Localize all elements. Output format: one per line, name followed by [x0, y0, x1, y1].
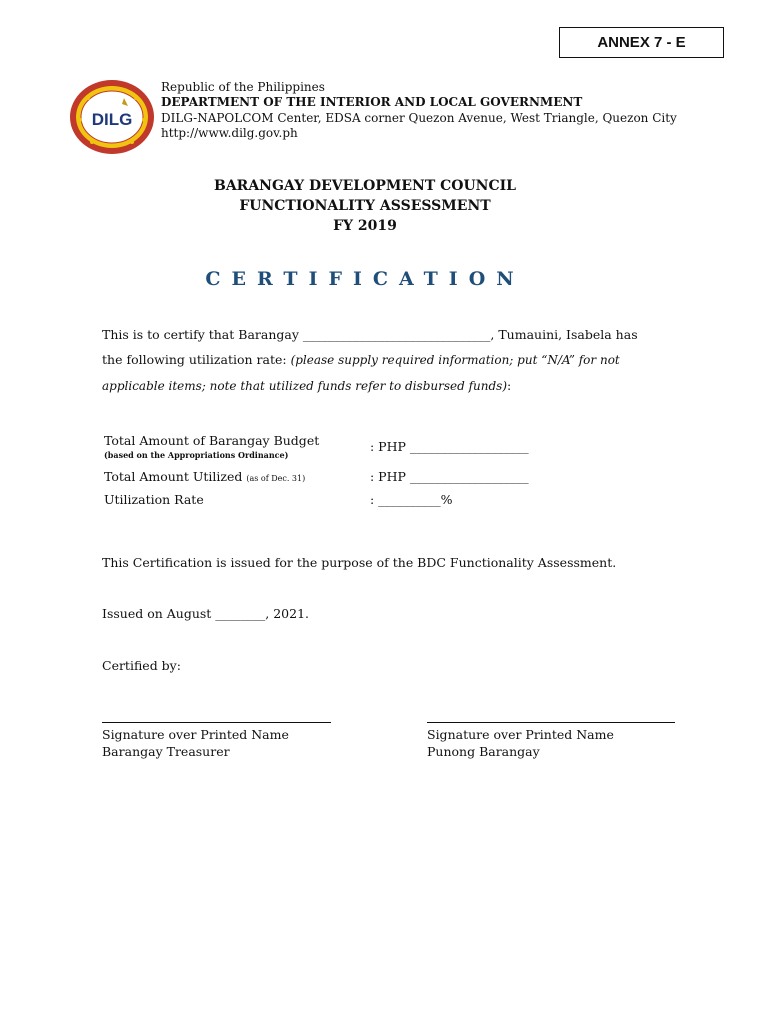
utilized-value-field: : PHP ___________________: [370, 469, 529, 484]
body-line-1-start: This is to certify that Barangay: [102, 327, 303, 342]
header-republic: Republic of the Philippines: [161, 80, 325, 94]
punong-barangay-signature-line: [427, 722, 675, 723]
budget-sublabel: (based on the Appropriations Ordinance): [104, 450, 289, 460]
header-website: http://www.dilg.gov.ph: [161, 126, 298, 140]
utilized-label: [104, 469, 305, 484]
seal-text: DILG: [91, 110, 133, 129]
certified-by-label: Certified by:: [102, 658, 181, 673]
purpose-text: This Certification is issued for the purpose of the BDC Functionality Assessment.: [102, 555, 617, 570]
title-line-3: FY 2019: [333, 218, 397, 234]
body-line-3-end: :: [507, 378, 512, 393]
treasurer-role: Barangay Treasurer: [102, 744, 230, 759]
budget-label: Total Amount of Barangay Budget: [104, 433, 320, 448]
body-line-3: [102, 378, 511, 393]
header-address: DILG-NAPOLCOM Center, EDSA corner Quezon Avenue, West Triangle, Quezon City: [161, 111, 677, 125]
utilization-rate-field: : __________%: [370, 492, 453, 507]
utilization-rate-label: Utilization Rate: [104, 492, 204, 507]
barangay-blank: ______________________________: [302, 327, 491, 342]
punong-barangay-signature-caption: Signature over Printed Name: [427, 727, 614, 742]
title-line-2: FUNCTIONALITY ASSESSMENT: [239, 198, 491, 214]
header-department: DEPARTMENT OF THE INTERIOR AND LOCAL GOVERNMENT: [161, 95, 583, 109]
body-line-2-start: the following utilization rate:: [102, 352, 291, 367]
body-line-1: [102, 327, 638, 342]
budget-value-field: : PHP ___________________: [370, 439, 529, 454]
utilized-label-text: Total Amount Utilized: [104, 469, 247, 484]
body-line-1-end: , Tumauini, Isabela has: [490, 327, 638, 342]
punong-barangay-role: Punong Barangay: [427, 744, 540, 759]
issued-text: Issued on August ________, 2021.: [102, 606, 310, 621]
body-line-2-note: (please supply required information; put “N/A” for not: [290, 353, 620, 367]
treasurer-signature-line: [102, 722, 331, 723]
body-line-3-note: applicable items; note that utilized funds refer to disbursed funds): [102, 379, 508, 393]
treasurer-signature-caption: Signature over Printed Name: [102, 727, 289, 742]
title-line-1: BARANGAY DEVELOPMENT COUNCIL: [213, 178, 517, 194]
dilg-seal-icon: [68, 78, 156, 156]
annex-label: ANNEX 7 - E: [559, 27, 724, 58]
utilized-label-note: (as of Dec. 31): [246, 474, 306, 483]
certification-heading: CERTIFICATION: [205, 268, 525, 290]
body-line-2: [102, 352, 620, 367]
